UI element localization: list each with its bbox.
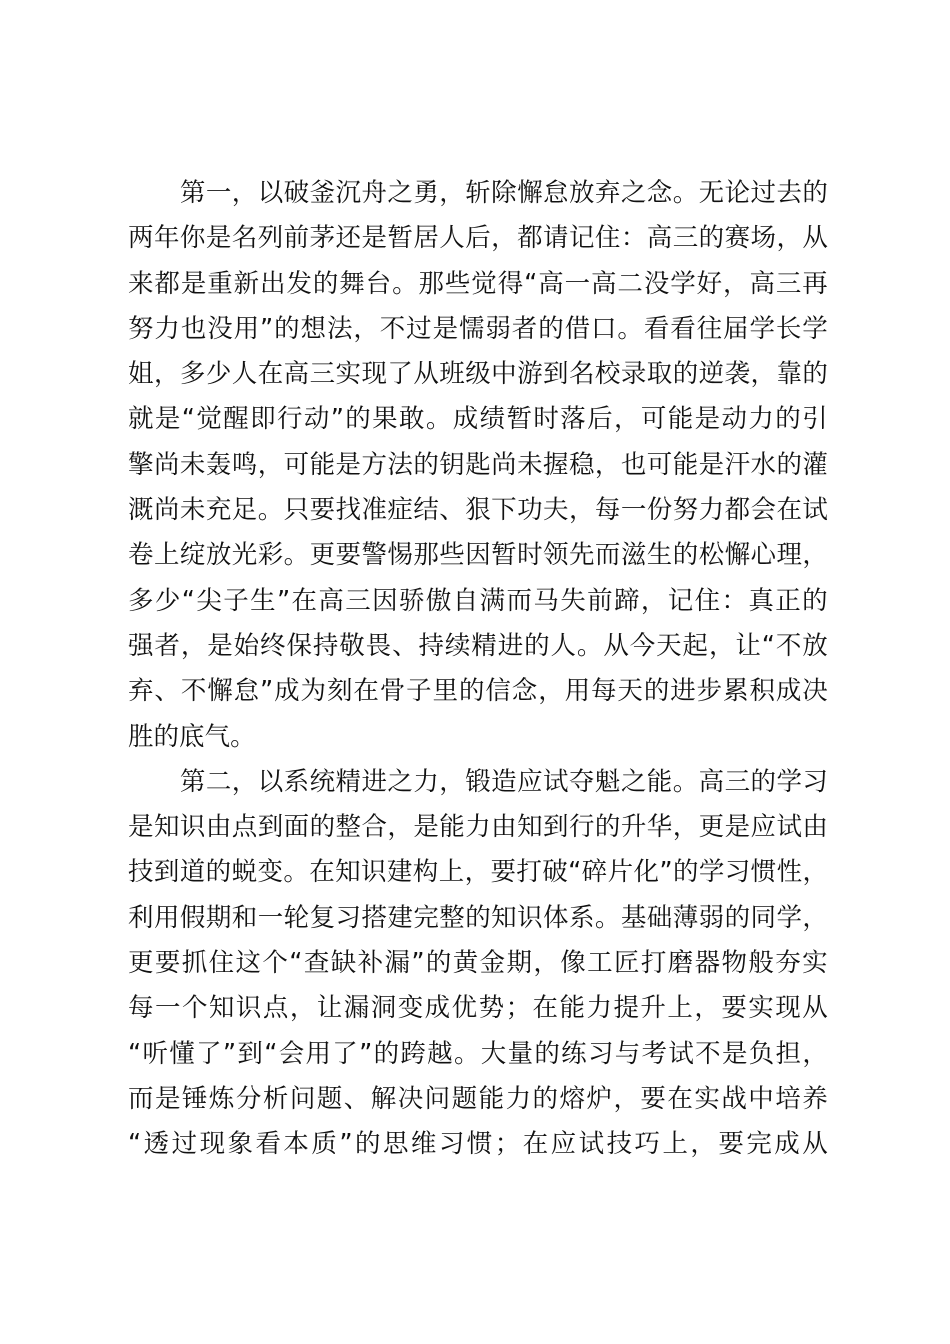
text-line: 而 是 锤 炼 分 析 问 题 、 解 决 问 题 能 力 的 熔 炉 ， 要 在 实 战 中 培 养 [128,1083,828,1114]
text-line: 溉 尚 未 充 足 。 只 要 找 准 症 结 、 狠 下 功 夫 ， 每 一 份 努 力 都 会 在 试 [128,495,828,526]
text-line: 卷 上 绽 放 光 彩 。 更 要 警 惕 那 些 因 暂 时 领 先 而 滋 生 的 松 懈 心 理 ， [128,540,828,571]
text-line: “ 透 过 现 象 看 本 质 ” 的 思 维 习 惯 ； 在 应 试 技 巧 上 ， 要 完 成 从 [128,1129,828,1160]
text-line: 是 知 识 由 点 到 面 的 整 合 ， 是 能 力 由 知 到 行 的 升 华 ， 更 是 应 试 由 [128,812,828,843]
body-text [128,171,828,1168]
text-line: 来 都 是 重 新 出 发 的 舞 台 。 那 些 觉 得 “ 高 一 高 二 没 学 好 ， 高 三 再 [128,268,828,299]
text-line: 弃 、 不 懈 怠 ” 成 为 刻 在 骨 子 里 的 信 念 ， 用 每 天 的 进 步 累 积 成 决 [128,676,828,707]
text-line: 多 少 “ 尖 子 生 ” 在 高 三 因 骄 傲 自 满 而 马 失 前 蹄 ， 记 住 ： 真 正 的 [128,585,828,616]
text-line: 两 年 你 是 名 列 前 茅 还 是 暂 居 人 后 ， 都 请 记 住 ： 高 三 的 赛 场 ， 从 [128,223,828,254]
text-line: “ 听 懂 了 ” 到 “ 会 用 了 ” 的 跨 越 。 大 量 的 练 习 与 考 试 不 是 负 担 ， [128,1038,828,1069]
text-line: 姐 ， 多 少 人 在 高 三 实 现 了 从 班 级 中 游 到 名 校 录 取 的 逆 袭 ， 靠 的 [128,359,828,390]
text-line: 技 到 道 的 蜕 变 。 在 知 识 建 构 上 ， 要 打 破 “ 碎 片 化 ” 的 学 习 惯 性 ， [128,857,828,888]
text-line: 努 力 也 没 用 ” 的 想 法 ， 不 过 是 懦 弱 者 的 借 口 。 看 看 往 届 学 长 学 [128,313,828,344]
text-line-paragraph-end: 胜 的 底 气 。 [128,721,256,752]
text-line: 利 用 假 期 和 一 轮 复 习 搭 建 完 整 的 知 识 体 系 。 基 础 薄 弱 的 同 学 ， [128,902,828,933]
text-line: 每 一 个 知 识 点 ， 让 漏 洞 变 成 优 势 ； 在 能 力 提 升 上 ， 要 实 现 从 [128,993,828,1024]
text-line: 更 要 抓 住 这 个 “ 查 缺 补 漏 ” 的 黄 金 期 ， 像 工 匠 打 磨 器 物 般 夯 实 [128,948,828,979]
text-line: 就 是 “ 觉 醒 即 行 动 ” 的 果 敢 。 成 绩 暂 时 落 后 ， 可 能 是 动 力 的 引 [128,404,828,435]
text-line: 第 一 ， 以 破 釜 沉 舟 之 勇 ， 斩 除 懈 怠 放 弃 之 念 。 无 论 过 去 的 [179,178,828,208]
text-line: 第 二 ， 以 系 统 精 进 之 力 ， 锻 造 应 试 夺 魁 之 能 。 高 三 的 学 习 [179,766,828,797]
text-line: 擎 尚 未 轰 鸣 ， 可 能 是 方 法 的 钥 匙 尚 未 握 稳 ， 也 可 能 是 汗 水 的 灌 [128,449,828,480]
text-line: 强 者 ， 是 始 终 保 持 敬 畏 、 持 续 精 进 的 人 。 从 今 天 起 ， 让 “ 不 放 [128,630,828,661]
